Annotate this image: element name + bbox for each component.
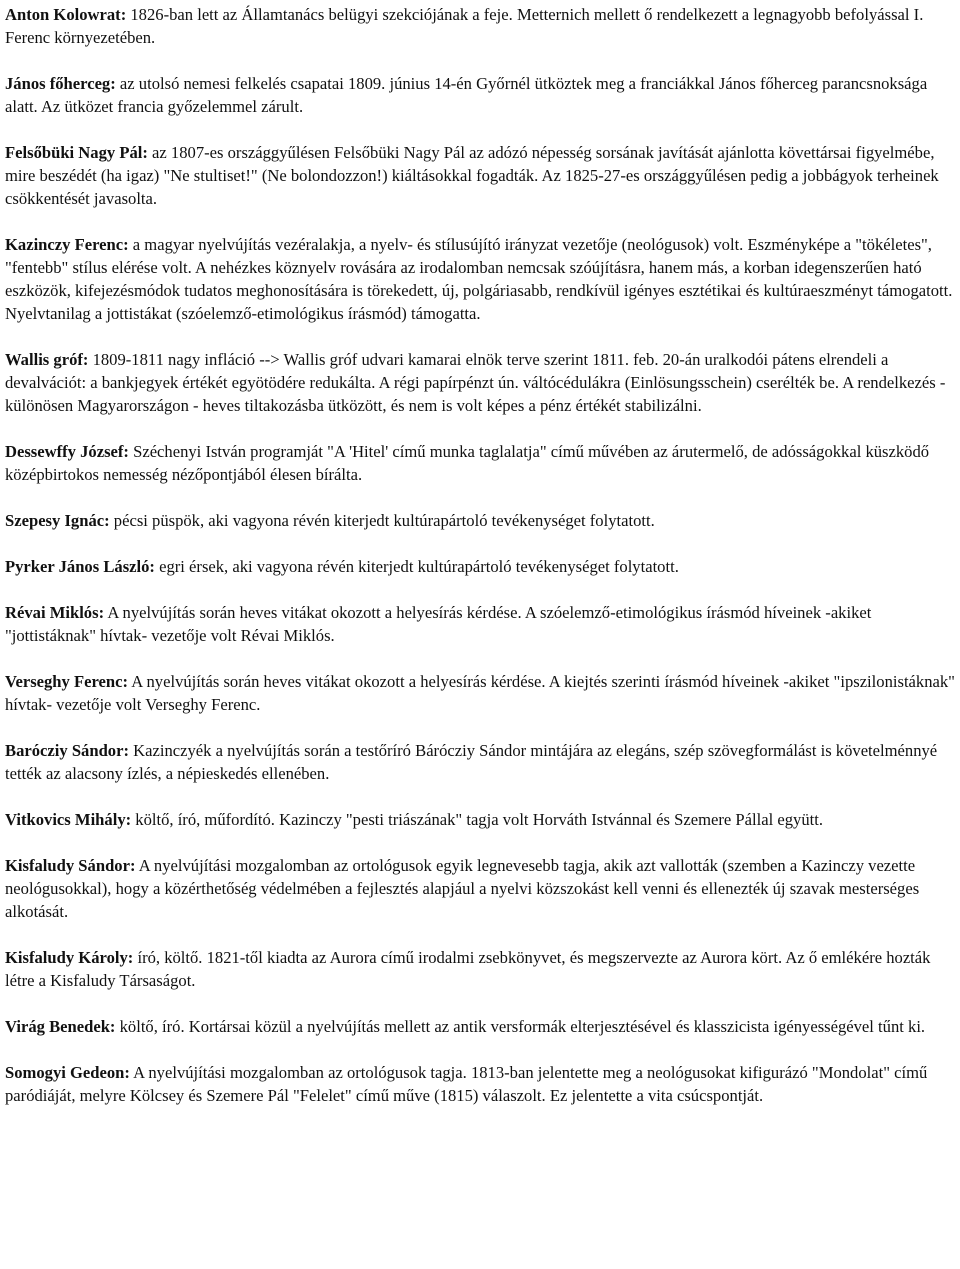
entry-term: Pyrker János László: [5,557,155,576]
entry-term: Somogyi Gedeon: [5,1063,130,1082]
glossary-entry [5,509,957,532]
entry-term: Dessewffy József: [5,442,129,461]
entry-text: az utolsó nemesi felkelés csapatai 1809. június 14-én Győrnél ütköztek meg a franciákkal János főherceg parancsnoksága alatt. Az ütközet francia győzelemmel zárult. [5,74,928,116]
entry-text: költő, író. Kortársai közül a nyelvújítás mellett az antik versformák elterjesztésével és klasszicista igényességével tűnt ki. [115,1017,926,1036]
entry-text: Kazinczyék a nyelvújítás során a testőríró Bárócziy Sándor mintájára az elegáns, szép szövegformálást is követelménnyé tették az alacsony ízlés, a népieskedés ellenében. [5,741,938,783]
glossary-entry [5,3,957,49]
entry-term: János főherceg: [5,74,116,93]
entry-text: A nyelvújítási mozgalomban az ortológusok egyik legnevesebb tagja, akik azt vallották (szemben a Kazinczy vezette neológusokkal), hogy a közérthetőség védelmében a fejlesztés alapjául a nyelvi közszokást kell venni és ellenezték új szavak mesterséges alkotását. [5,856,920,921]
glossary-entry [5,946,957,992]
entry-text: A nyelvújítási mozgalomban az ortológusok tagja. 1813-ban jelentette meg a neológusokat kifigurázó "Mondolat" című paródiáját, melyre Kölcsey és Szemere Pál "Felelet" című műve (1815) válaszolt. Ez jelentette a vita csúcspontját. [5,1063,928,1105]
entry-text: költő, író, műfordító. Kazinczy "pesti triászának" tagja volt Horváth Istvánnal és Szemere Pállal együtt. [131,810,823,829]
entry-term: Szepesy Ignác: [5,511,110,530]
entry-text: A nyelvújítás során heves vitákat okozott a helyesírás kérdése. A szóelemző-etimológikus írásmód híveinek -akiket "jottistáknak" hívtak- vezetője volt Révai Miklós. [5,603,872,645]
entry-term: Barócziy Sándor: [5,741,129,760]
glossary-entry [5,1015,957,1038]
document-page [5,3,957,1130]
entry-text: 1826-ban lett az Államtanács belügyi szekciójának a feje. Metternich mellett ő rendelkezett a legnagyobb befolyással I. Ferenc környezetében. [5,5,924,47]
entry-text: 1809-1811 nagy infláció --> Wallis gróf udvari kamarai elnök terve szerint 1811. feb. 20-án uralkodói pátens elrendeli a devalvációt: a bankjegyek értékét egyötödére redukálta. A régi papírpénzt ún. váltócédulákra (Einlösungsschein) cserélték be. A rendelkezés - különösen Magyarországon - heves tiltakozásba ütközött, és nem is volt képes a pénz értékét stabilizálni. [5,350,946,415]
entry-text: A nyelvújítás során heves vitákat okozott a helyesírás kérdése. A kiejtés szerinti írásmód híveinek -akiket "ipszilonistáknak" hívtak- vezetője volt Verseghy Ferenc. [5,672,955,714]
glossary-entry [5,72,957,118]
entry-term: Verseghy Ferenc: [5,672,129,691]
entry-term: Wallis gróf: [5,350,89,369]
glossary-entry [5,1061,957,1107]
entry-text: egri érsek, aki vagyona révén kiterjedt kultúrapártoló tevékenységet folytatott. [154,557,679,576]
entry-text: pécsi püspök, aki vagyona révén kiterjedt kultúrapártoló tevékenységet folytatott. [109,511,655,530]
entry-term: Felsőbüki Nagy Pál: [5,143,148,162]
glossary-entry [5,670,957,716]
glossary-entry [5,440,957,486]
glossary-entry [5,348,957,417]
entry-text: a magyar nyelvújítás vezéralakja, a nyelv- és stílusújító irányzat vezetője (neológusok) volt. Eszményképe a "tökéletes", "fentebb" stílus elérése volt. A nehézkes köznyelv rovására az irodalomban nemcsak szóújításra, hanem más, a korban idegenszerűen ható eszközök, kifejezésmódok tudatos meghonosítására is törekedett, új, polgáriasabb, rendkívül igényes esztétikai és kultúraeszményt támogatott. Nyelvtanilag a jottistákat (szóelemző-etimológikus írásmód) támogatta. [5,235,953,323]
glossary-entry [5,739,957,785]
glossary-entry [5,808,957,831]
glossary-entry [5,555,957,578]
entry-term: Anton Kolowrat: [5,5,127,24]
entry-term: Virág Benedek: [5,1017,116,1036]
entry-text: Széchenyi István programját "A 'Hitel' című munka taglalatja" című művében az árutermelő, de adósságokkal küszködő középbirtokos nemesség nézőpontjából élesen bírálta. [5,442,930,484]
entry-text: az 1807-es országgyűlésen Felsőbüki Nagy Pál az adózó népesség sorsának javítását ajánlotta követtársai figyelmébe, mire beszédét (ha igaz) "Ne stultiset!" (Ne bolondozzon!) kiáltásokkal fogadták. Az 1825-27-es országgyűlésen pedig a jobbágyok terheinek csökkentését javasolta. [5,143,939,208]
entry-term: Vitkovics Mihály: [5,810,132,829]
glossary-entry [5,854,957,923]
glossary-entry [5,601,957,647]
glossary-entry [5,233,957,325]
glossary-entry [5,141,957,210]
entry-term: Kazinczy Ferenc: [5,235,129,254]
entry-term: Kisfaludy Sándor: [5,856,136,875]
entry-term: Révai Miklós: [5,603,105,622]
entry-text: író, költő. 1821-től kiadta az Aurora című irodalmi zsebkönyvet, és megszervezte az Aurora kört. Az ő emlékére hozták létre a Kisfaludy Társaságot. [5,948,931,990]
entry-term: Kisfaludy Károly: [5,948,134,967]
